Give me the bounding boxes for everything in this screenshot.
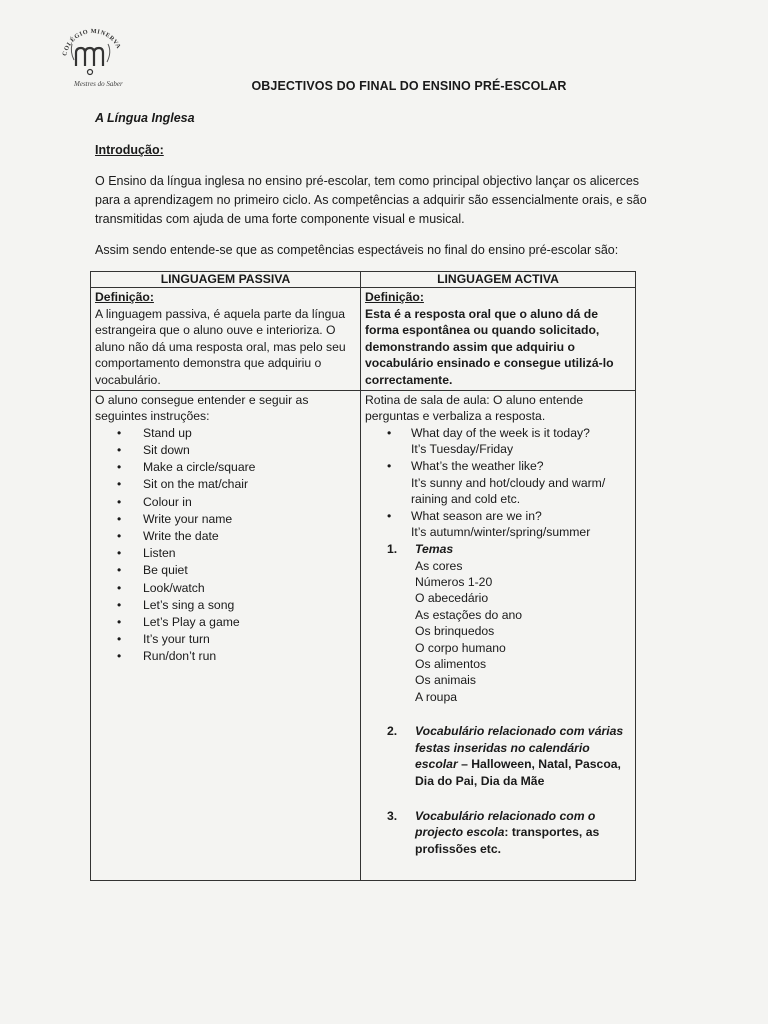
table-header-row [91, 272, 636, 288]
active-definition-text: Esta é a resposta oral que o aluno dá de forma espontânea ou quando solicitado, demonstrando assim que adquiriu o vocabulário ensinado e consegue utilizá-lo correctamente. [365, 306, 614, 387]
list-item: • Let’s Play a game [117, 614, 356, 631]
list-item: Os brinquedos [415, 624, 495, 639]
passive-definition-title: Definição: [95, 290, 154, 304]
project-list: : transportes, as profissões etc. [415, 825, 600, 856]
header-passive: LINGUAGEM PASSIVA [91, 272, 361, 288]
topics-heading: Temas [415, 541, 454, 556]
passive-definition-cell [91, 288, 361, 391]
lead-paragraph: Assim sendo entende-se que as competências espectáveis no final do ensino pré-escolar são: [95, 243, 619, 257]
page-title: OBJECTIVOS DO FINAL DO ENSINO PRÉ-ESCOLAR [251, 79, 567, 93]
competences-table [90, 271, 636, 881]
topics-list [415, 558, 631, 706]
list-item: Os animais [415, 673, 476, 688]
header-active: LINGUAGEM ACTIVA [361, 272, 636, 288]
list-item [365, 808, 631, 858]
logo-script-text: Mestres do Saber [74, 80, 123, 88]
list-item: • Sit on the mat/chair [117, 476, 356, 493]
list-item: • It’s your turn [117, 631, 356, 648]
answer-text: It’s sunny and hot/cloudy and warm/ raining and cold etc. [411, 475, 606, 507]
list-item: O abecedário [415, 591, 489, 606]
item-number: 1. [387, 541, 398, 556]
list-item: • Let’s sing a song [117, 597, 356, 614]
answer-text: It’s Tuesday/Friday [411, 442, 514, 457]
list-item: • Stand up [117, 425, 356, 442]
passive-definition-text: A linguagem passiva, é aquela parte da língua estrangeira que o aluno ouve e interioriza. O aluno não dá uma resposta oral, mas pelo seu comportamento demonstra que adquiriu o vocabulário. [95, 306, 346, 387]
content-row [91, 390, 636, 880]
list-item: As cores [415, 558, 463, 573]
list-item: • Look/watch [117, 580, 356, 597]
active-definition-title: Definição: [365, 290, 424, 304]
list-item: • Write the date [117, 528, 356, 545]
question-text: What day of the week is it today? [411, 425, 590, 440]
list-item: • Make a circle/square [117, 459, 356, 476]
list-item [365, 541, 631, 705]
project-lead: Vocabulário relacionado com o projecto escola [415, 808, 596, 840]
item-number: 2. [387, 724, 398, 739]
question-text: What’s the weather like? [411, 458, 544, 473]
svg-text:COLÉGIO MINERVA [61, 28, 122, 57]
logo-arc-text: COLÉGIO MINERVA [61, 27, 123, 57]
passive-intro: O aluno consegue entender e seguir as seguintes instruções: [95, 392, 309, 424]
passive-content-cell [91, 390, 361, 880]
list-item: Números 1-20 [415, 574, 493, 589]
active-definition-cell [361, 288, 636, 391]
numbered-list [365, 541, 631, 857]
intro-paragraph: O Ensino da língua inglesa no ensino pré-escolar, tem como principal objectivo lançar os alicerces para a aprendizagem no primeiro ciclo. As competências a adquirir são essencialmente orais, e são transmitidas com ajuda de uma forte componente visual e musical. [95, 174, 647, 226]
answer-text: It’s autumn/winter/spring/summer [411, 525, 591, 540]
question-text: What season are we in? [411, 508, 542, 523]
intro-heading: Introdução: [95, 143, 164, 157]
item-number: 3. [387, 808, 398, 823]
subject-heading: A Língua Inglesa [95, 111, 195, 125]
list-item: As estações do ano [415, 607, 523, 622]
list-item: • Listen [117, 545, 356, 562]
list-item: • Write your name [117, 511, 356, 528]
routine-text: Rotina de sala de aula: O aluno entende perguntas e verbaliza a resposta. [365, 392, 584, 424]
list-item: A roupa [415, 689, 458, 704]
questions-list [365, 425, 631, 541]
list-item [387, 458, 631, 508]
list-item [365, 723, 631, 789]
list-item: • Be quiet [117, 562, 356, 579]
list-item: • Sit down [117, 442, 356, 459]
festivals-lead: Vocabulário relacionado com várias festas inseridas no calendário escolar [415, 724, 624, 772]
list-item [387, 425, 631, 458]
commands-list [95, 425, 356, 666]
definition-row [91, 288, 636, 391]
list-item: • Colour in [117, 494, 356, 511]
festivals-list: – Halloween, Natal, Pascoa, Dia do Pai, Dia da Mãe [415, 757, 621, 788]
active-content-cell [361, 390, 636, 880]
list-item: O corpo humano [415, 640, 506, 655]
list-item [387, 508, 631, 541]
list-item: • Run/don’t run [117, 648, 356, 665]
list-item: Os alimentos [415, 656, 487, 671]
